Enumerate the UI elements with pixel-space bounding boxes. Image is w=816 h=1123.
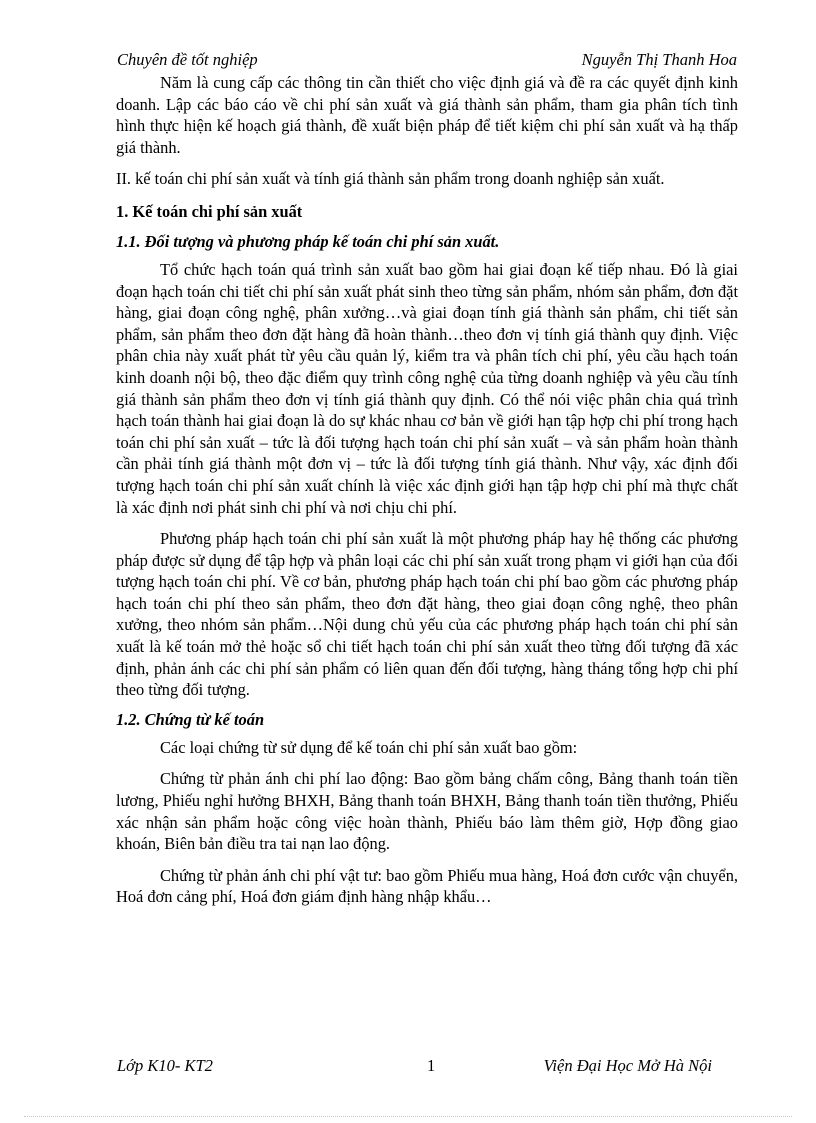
- paragraph-1-1-a: Tổ chức hạch toán quá trình sản xuất bao gồm hai giai đoạn kế tiếp nhau. Đó là giai đoạn hạch toán chi tiết chi phí sản xuất phát sinh theo từng sản phẩm, nhóm sản phẩm, đơn đặt hàng, giai đoạn công nghệ, phân xưởng…và giai đoạn tính giá thành sản phẩm, chi tiết sản phẩm, sản phẩm theo đơn đặt hàng đã hoàn thành…theo đơn vị tính giá thành quy định. Việc phân chia này xuất phát từ yêu cầu quản lý, kiểm tra và phân tích chi phí, yêu cầu hạch toán kinh doanh nội bộ, theo đặc điểm quy trình công nghệ của từng doanh nghiệp và yêu cầu tính giá thành sản phẩm theo đơn vị tính giá thành quy định. Có thể nói việc phân chia quá trình hạch toán thành hai giai đoạn là do sự khác nhau cơ bản về giới hạn tập hợp chi phí trong hạch toán chi phí sản xuất – tức là đối tượng hạch toán chi phí sản xuất – và sản phẩm hoàn thành cần phải tính giá thành một đơn vị – tức là đối tượng tính giá thành. Như vậy, xác định đối tượng hạch toán chi phí sản xuất chính là việc xác định giới hạn tập hợp chi phí mà thực chất là xác định nơi phát sinh chi phí và nơi chịu chi phí.: [116, 259, 738, 517]
- heading-1-2: 1.2. Chứng từ kế toán: [116, 709, 265, 729]
- paragraph-1-2-c: Chứng từ phản ánh chi phí vật tư: bao gồm Phiếu mua hàng, Hoá đơn cước vận chuyển, Hoá đơn cảng phí, Hoá đơn giám định hàng nhập khẩu…: [116, 865, 738, 907]
- document-body: [116, 72, 738, 908]
- header-document-type: Chuyên đề tốt nghiệp: [117, 50, 258, 69]
- paragraph-intro: Năm là cung cấp các thông tin cần thiết cho việc định giá và đề ra các quyết định kinh doanh. Lập các báo cáo về chi phí sản xuất và giá thành sản phẩm, tham gia phân tích tình hình thực hiện kế hoạch giá thành, đề xuất biện pháp để tiết kiệm chi phí sản xuất và hạ thấp giá thành.: [116, 73, 738, 157]
- footer-class: Lớp K10- KT2: [117, 1056, 213, 1075]
- heading-1-1: 1.1. Đối tượng và phương pháp kế toán chi phí sản xuất.: [116, 231, 500, 251]
- page-header: [117, 50, 737, 72]
- header-author: Nguyễn Thị Thanh Hoa: [581, 50, 737, 69]
- heading-1: 1. Kế toán chi phí sản xuất: [116, 201, 303, 221]
- paragraph-1-2-b: Chứng từ phản ánh chi phí lao động: Bao gồm bảng chấm công, Bảng thanh toán tiền lương, Phiếu nghỉ hưởng BHXH, Bảng thanh toán BHXH, Bảng thanh toán tiền thưởng, Phiếu xác nhận sản phẩm hoặc công việc hoàn thành, Phiếu báo làm thêm giờ, Hợp đồng giao khoán, Biên bản điều tra tai nạn lao động.: [116, 769, 738, 854]
- footer-page-number: 1: [427, 1056, 436, 1075]
- paragraph-1-2-a: Các loại chứng từ sử dụng để kế toán chi phí sản xuất bao gồm:: [160, 737, 578, 757]
- page-footer: [117, 1056, 712, 1078]
- page-bottom-divider: [24, 1116, 792, 1117]
- footer-institution: Viện Đại Học Mở Hà Nội: [543, 1056, 712, 1075]
- paragraph-1-1-b: Phương pháp hạch toán chi phí sản xuất là một phương pháp hay hệ thống các phương pháp được sử dụng để tập hợp và phân loại các chi phí sản xuất trong phạm vi giới hạn của đối tượng hạch toán chi phí. Về cơ bản, phương pháp hạch toán chi phí bao gồm các phương pháp hạch toán chi phí theo sản phẩm, theo đơn đặt hàng, theo giai đoạn công nghệ, theo phân xưởng, theo nhóm sản phẩm…Nội dung chủ yếu của các phương pháp hạch toán chi phí sản xuất là kế toán mở thẻ hoặc sổ chi tiết hạch toán chi phí sản xuất theo từng đối tượng đã xác định, phản ánh các chi phí sản phẩm có liên quan đến đối tượng, hàng tháng tổng hợp chi phí theo từng đối tượng.: [116, 529, 738, 700]
- section-heading-ii: II. kế toán chi phí sản xuất và tính giá thành sản phẩm trong doanh nghiệp sản xuất.: [116, 169, 665, 189]
